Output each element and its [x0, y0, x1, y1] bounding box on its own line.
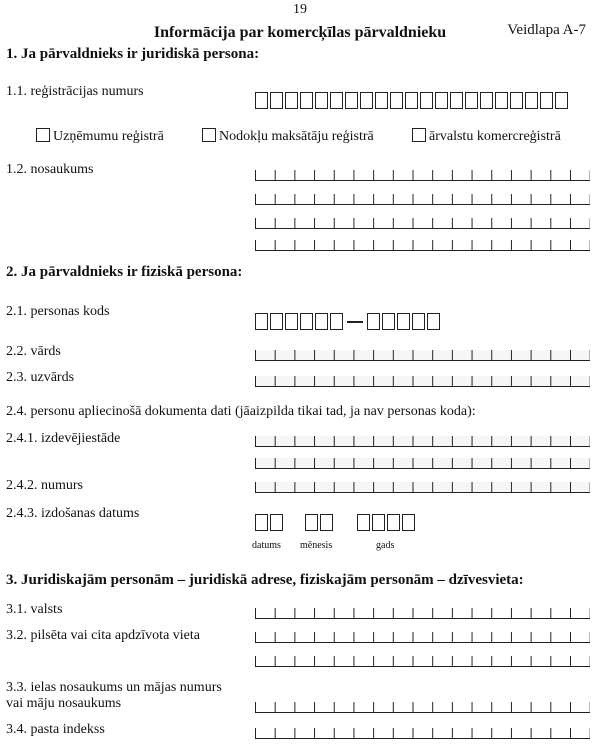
name-field-line-4[interactable] — [255, 240, 590, 251]
issuer-label: 2.4.1. izdevējiestāde — [6, 431, 121, 446]
page-number: 19 — [293, 2, 307, 17]
form-title: Informācija par komercķīlas pārvaldnieku — [153, 24, 447, 41]
section2-heading: 2. Ja pārvaldnieks ir fiziskā persona: — [6, 264, 243, 280]
section3-heading: 3. Juridiskajām personām – juridiskā adrese, fiziskajām personām – dzīvesvieta: — [6, 572, 524, 588]
doc-number-label: 2.4.2. numurs — [6, 478, 83, 493]
city-field-line-1[interactable] — [255, 632, 590, 643]
street-label-line1: 3.3. ielas nosaukums un mājas numurs — [6, 680, 222, 695]
country-label: 3.1. valsts — [6, 602, 63, 617]
date-part-day: datums — [252, 540, 281, 551]
form-id: Veidlapa A-7 — [507, 22, 586, 38]
name-field-line-2[interactable] — [255, 194, 590, 205]
postal-code-label: 3.4. pasta indekss — [6, 722, 105, 737]
issue-year-boxes[interactable] — [357, 514, 415, 531]
register-label: ārvalstu komercreģistrā — [429, 129, 561, 144]
personal-code-label: 2.1. personas kods — [6, 304, 110, 319]
checkbox-icon[interactable] — [412, 128, 426, 142]
issuer-field-line-2[interactable] — [255, 458, 590, 469]
personal-code-boxes[interactable] — [255, 313, 440, 330]
issue-date-label: 2.4.3. izdošanas datums — [6, 506, 140, 521]
name-field-line-3[interactable] — [255, 218, 590, 229]
reg-number-boxes[interactable] — [255, 92, 568, 109]
id-document-label: 2.4. personu apliecinošā dokumenta dati (jāaizpilda tikai tad, ja nav personas koda): — [6, 404, 476, 419]
register-option-company[interactable] — [36, 128, 164, 145]
country-field[interactable] — [255, 608, 590, 619]
reg-number-label: 1.1. reģistrācijas numurs — [6, 84, 144, 99]
checkbox-icon[interactable] — [36, 128, 50, 142]
dash-separator — [345, 313, 365, 330]
street-label-line2: vai māju nosaukums — [6, 696, 122, 711]
surname-label: 2.3. uzvārds — [6, 370, 75, 385]
first-name-field[interactable] — [255, 350, 590, 361]
date-part-month: mēnesis — [300, 540, 333, 551]
city-label: 3.2. pilsēta vai cita apdzīvota vieta — [6, 628, 200, 643]
first-name-label: 2.2. vārds — [6, 344, 61, 359]
section1-heading: 1. Ja pārvaldnieks ir juridiskā persona: — [6, 46, 260, 62]
register-option-tax[interactable] — [202, 128, 374, 145]
register-label: Uzņēmumu reģistrā — [53, 129, 164, 144]
checkbox-icon[interactable] — [202, 128, 216, 142]
register-option-foreign[interactable] — [412, 128, 561, 145]
city-field-line-2[interactable] — [255, 656, 590, 667]
name-field-line-1[interactable] — [255, 170, 590, 181]
doc-number-field[interactable] — [255, 482, 590, 493]
register-label: Nodokļu maksātāju reģistrā — [219, 129, 374, 144]
street-field[interactable] — [255, 702, 590, 713]
name-label: 1.2. nosaukums — [6, 162, 94, 177]
surname-field[interactable] — [255, 376, 590, 387]
issuer-field-line-1[interactable] — [255, 436, 590, 447]
postal-code-field[interactable] — [255, 728, 590, 739]
date-part-year: gads — [376, 540, 395, 551]
issue-day-boxes[interactable] — [255, 514, 283, 531]
issue-month-boxes[interactable] — [305, 514, 333, 531]
